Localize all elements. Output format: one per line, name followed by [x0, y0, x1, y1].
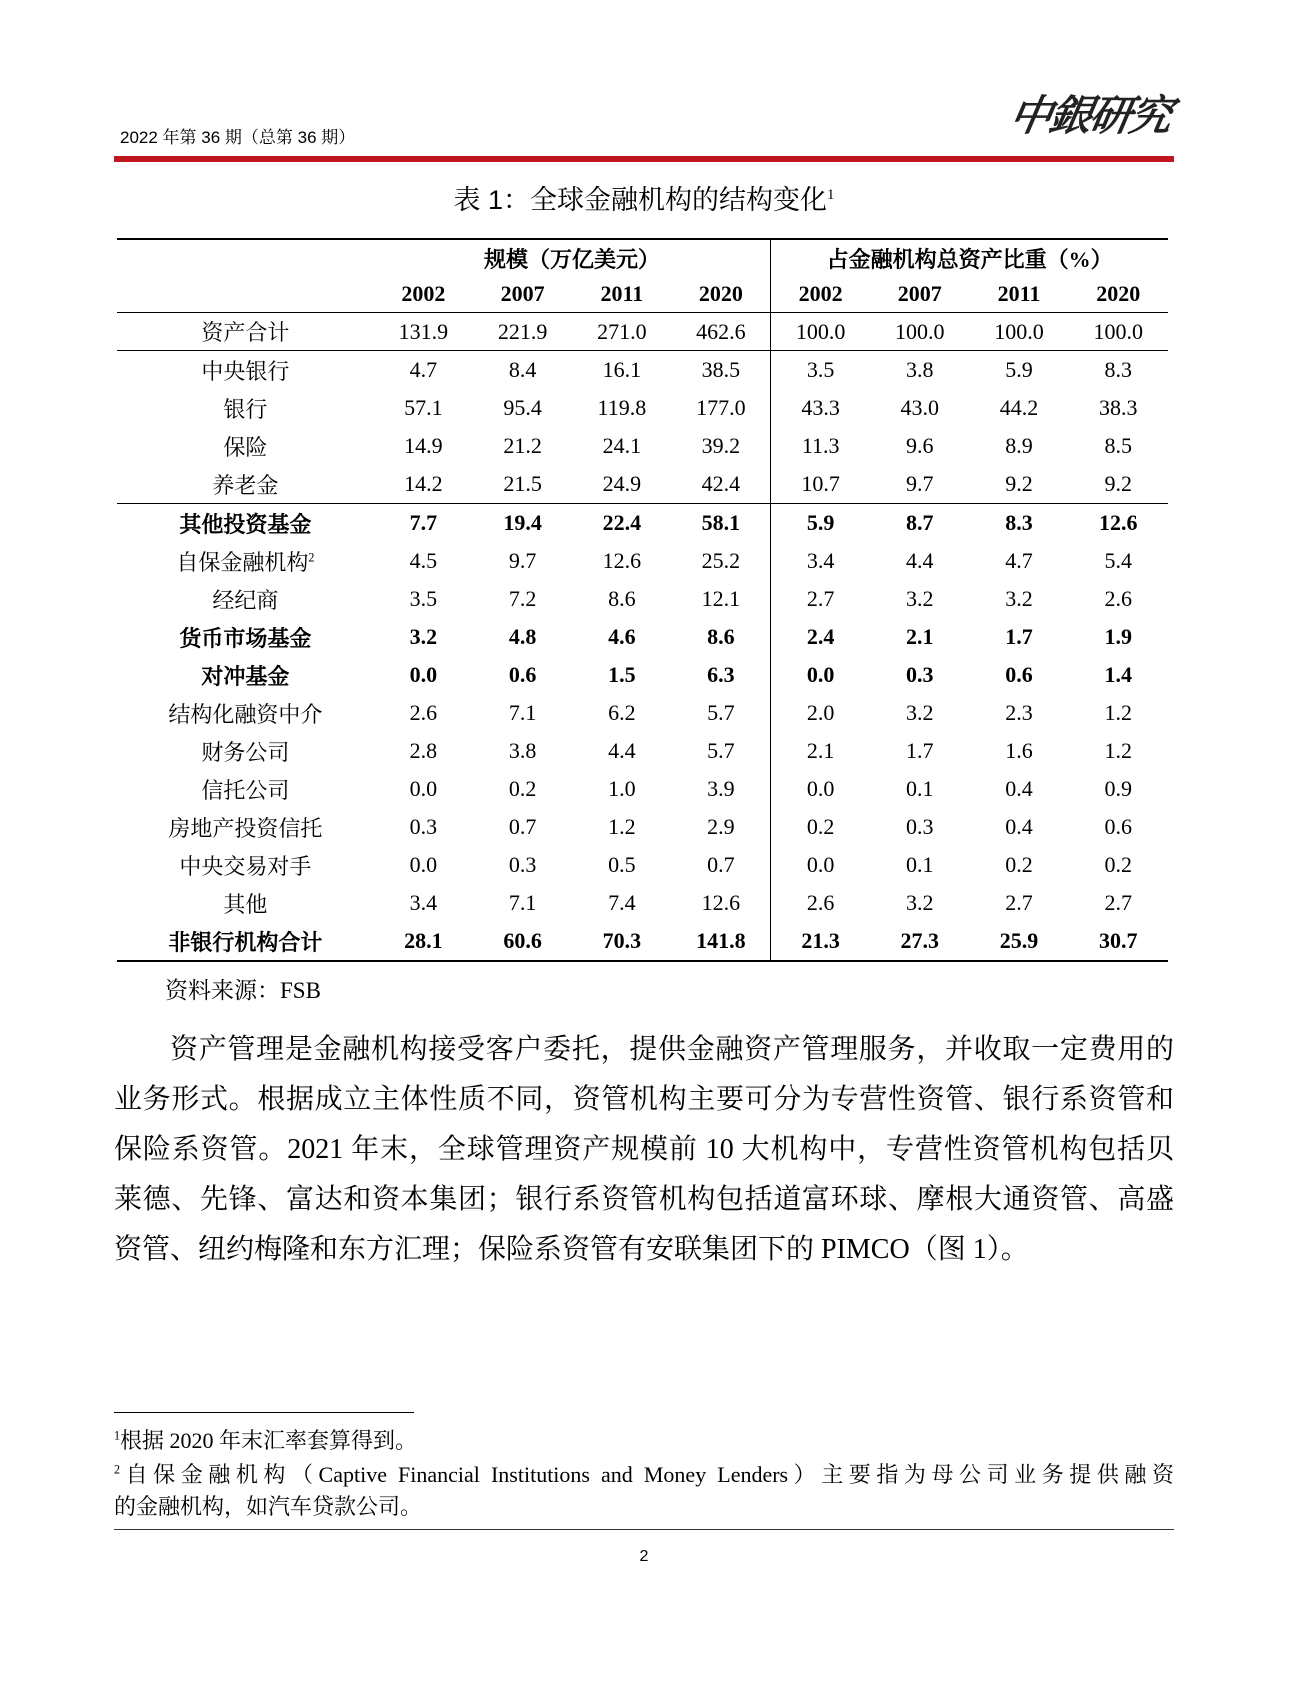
row-label: 房地产投资信托	[168, 815, 323, 841]
share-value-cell: 2.7	[1104, 890, 1133, 915]
share-value-cell: 0.2	[1104, 852, 1133, 877]
scale-value-cell: 1.2	[608, 814, 636, 839]
share-value-cell: 8.5	[1104, 433, 1133, 458]
scale-value-cell: 4.6	[608, 624, 636, 649]
row-label: 其他投资基金	[179, 511, 312, 537]
paragraph-line: 资产管理是金融机构接受客户委托，提供金融资产管理服务，并收取一定费用的	[170, 1034, 1174, 1065]
share-value-cell: 44.2	[999, 395, 1039, 420]
row-label: 货币市场基金	[179, 625, 312, 651]
scale-value-cell: 14.2	[374, 465, 473, 504]
financial-institutions-table	[117, 238, 1168, 962]
footnote-line	[114, 1425, 1174, 1457]
table-row	[117, 351, 1168, 390]
share-value-cell: 3.5	[771, 351, 870, 390]
scale-value-cell: 141.8	[672, 922, 771, 961]
row-label: 财务公司	[201, 739, 290, 765]
row-label: 其他	[223, 891, 268, 917]
share-value-cell: 3.8	[905, 357, 934, 382]
header-blank-cell	[117, 276, 374, 313]
share-value-cell: 0.3	[905, 814, 934, 839]
paragraph-line: 莱德、先锋、富达和资本集团；银行系资管机构包括道富环球、摩根大通资管、高盛	[114, 1184, 1174, 1215]
table-row	[117, 389, 1168, 427]
scale-value-cell: 177.0	[696, 395, 746, 420]
table-row	[117, 884, 1168, 922]
share-value-cell: 2.4	[771, 618, 870, 656]
share-value-cell: 27.3	[870, 922, 969, 961]
year-header: 2020	[1069, 276, 1168, 313]
scale-value-cell: 12.1	[701, 586, 741, 611]
share-value-cell: 12.6	[1099, 510, 1138, 535]
scale-value-cell: 3.5	[409, 586, 438, 611]
scale-value-cell: 4.5	[409, 548, 438, 573]
row-label: 经纪商	[212, 587, 279, 613]
brand-logo: 中銀研究	[1005, 91, 1175, 140]
scale-value-cell: 14.9	[404, 433, 443, 458]
share-value-cell: 1.9	[1104, 624, 1133, 649]
scale-value-cell: 16.1	[602, 357, 642, 382]
row-label: 结构化融资中介	[168, 701, 323, 727]
share-value-cell: 3.2	[905, 700, 934, 725]
scale-value-cell: 0.5	[608, 852, 636, 877]
scale-value-cell: 7.4	[608, 890, 636, 915]
row-label: 中央银行	[201, 358, 290, 384]
scale-value-cell: 5.7	[707, 700, 735, 725]
scale-value-cell: 7.1	[508, 890, 537, 915]
header-group-scale: 规模（万亿美元）	[374, 239, 771, 276]
table-row	[117, 580, 1168, 618]
share-value-cell: 0.1	[905, 776, 934, 801]
scale-value-cell: 95.4	[503, 395, 542, 420]
scale-value-cell: 4.8	[508, 624, 537, 649]
scale-value-cell: 21.2	[503, 433, 542, 458]
year-header: 2011	[572, 276, 671, 313]
footnote-mark: 2	[114, 1462, 121, 1477]
share-value-cell: 9.2	[1069, 465, 1168, 504]
year-header: 2007	[473, 276, 572, 313]
table-row	[117, 504, 1168, 543]
paragraph-line: 业务形式。根据成立主体性质不同，资管机构主要可分为专营性资管、银行系资管和	[114, 1084, 1174, 1115]
table-row	[117, 656, 1168, 694]
share-value-cell: 1.7	[1005, 624, 1033, 649]
table-title	[114, 182, 1174, 218]
scale-value-cell: 0.0	[409, 662, 438, 687]
body-paragraph	[114, 1025, 1174, 1275]
scale-value-cell: 9.7	[508, 548, 537, 573]
scale-value-cell: 7.2	[508, 586, 537, 611]
issue-label: 2022 年第 36 期（总第 36 期）	[120, 128, 356, 147]
scale-value-cell: 2.8	[409, 738, 438, 763]
year-header: 2020	[672, 276, 771, 313]
scale-value-cell: 3.4	[409, 890, 438, 915]
scale-value-cell: 28.1	[374, 922, 473, 961]
share-value-cell: 38.3	[1099, 395, 1138, 420]
row-label: 银行	[223, 396, 268, 422]
scale-value-cell: 6.2	[608, 700, 636, 725]
scale-value-cell: 7.1	[508, 700, 537, 725]
share-value-cell: 11.3	[771, 427, 870, 465]
share-value-cell: 0.0	[771, 846, 870, 884]
share-value-cell: 8.9	[1005, 433, 1033, 458]
share-value-cell: 2.6	[771, 884, 870, 922]
share-value-cell: 2.3	[1005, 700, 1033, 725]
row-label: 保险	[223, 434, 268, 460]
share-value-cell: 9.2	[969, 465, 1068, 504]
scale-value-cell: 25.2	[701, 548, 741, 573]
scale-value-cell: 7.7	[409, 510, 438, 535]
paragraph-line: 资管、纽约梅隆和东方汇理；保险系资管有安联集团下的 PIMCO（图 1）。	[114, 1234, 1029, 1265]
share-value-cell: 2.0	[771, 694, 870, 732]
share-value-cell: 2.7	[1005, 890, 1033, 915]
table-row	[117, 618, 1168, 656]
scale-value-cell: 1.5	[608, 662, 636, 687]
share-value-cell: 8.7	[905, 510, 934, 535]
row-label	[117, 542, 374, 580]
footer-rule	[114, 1529, 1174, 1530]
row-label: 对冲基金	[201, 663, 290, 689]
scale-value-cell: 5.7	[707, 738, 735, 763]
share-value-cell: 0.4	[1005, 814, 1033, 839]
footnote-text: 自保金融机构（Captive Financial Institutions and Money Lenders）主要指为母公司业务提供融资	[120, 1462, 1174, 1487]
row-label: 资产合计	[117, 313, 374, 351]
share-value-cell: 10.7	[771, 465, 870, 504]
share-value-cell: 8.3	[1104, 357, 1133, 382]
share-value-cell: 25.9	[969, 922, 1068, 961]
scale-value-cell: 8.6	[707, 624, 735, 649]
scale-value-cell: 24.9	[572, 465, 671, 504]
share-value-cell: 1.4	[1104, 662, 1133, 687]
share-value-cell: 2.6	[1104, 586, 1133, 611]
share-value-cell: 43.0	[900, 395, 939, 420]
scale-value-cell: 24.1	[602, 433, 642, 458]
share-value-cell: 3.2	[905, 586, 934, 611]
share-value-cell: 21.3	[771, 922, 870, 961]
scale-value-cell: 2.9	[707, 814, 735, 839]
table-row	[117, 313, 1168, 351]
scale-value-cell: 0.0	[409, 852, 438, 877]
scale-value-cell: 22.4	[602, 510, 642, 535]
scale-value-cell: 12.6	[602, 548, 642, 573]
share-value-cell: 2.1	[905, 624, 934, 649]
scale-value-cell: 19.4	[503, 510, 542, 535]
footnote-line	[114, 1459, 1174, 1491]
table-row	[117, 770, 1168, 808]
footnote-ref: 2	[308, 550, 315, 565]
paragraph-line: 保险系资管。2021 年末，全球管理资产规模前 10 大机构中，专营性资管机构包括贝	[114, 1134, 1174, 1165]
scale-value-cell: 462.6	[672, 313, 771, 351]
scale-value-cell: 0.7	[707, 852, 735, 877]
share-value-cell: 2.7	[771, 580, 870, 618]
share-value-cell: 5.4	[1104, 548, 1133, 573]
share-value-cell: 3.4	[771, 542, 870, 580]
share-value-cell: 3.2	[1005, 586, 1033, 611]
share-value-cell: 1.6	[1005, 738, 1033, 763]
row-label: 养老金	[117, 465, 374, 504]
share-value-cell: 100.0	[969, 313, 1068, 351]
scale-value-cell: 0.2	[508, 776, 537, 801]
share-value-cell: 5.9	[1005, 357, 1033, 382]
scale-value-cell: 0.0	[409, 776, 438, 801]
share-value-cell: 0.4	[1005, 776, 1033, 801]
header-group-share: 占金融机构总资产比重（%）	[771, 239, 1168, 276]
share-value-cell: 0.0	[771, 656, 870, 694]
share-value-cell: 8.3	[1005, 510, 1033, 535]
scale-value-cell: 21.5	[473, 465, 572, 504]
scale-value-cell: 221.9	[473, 313, 572, 351]
share-value-cell: 1.7	[905, 738, 934, 763]
scale-value-cell: 2.6	[409, 700, 438, 725]
row-label: 中央交易对手	[179, 853, 312, 879]
share-value-cell: 100.0	[771, 313, 870, 351]
scale-value-cell: 4.4	[608, 738, 636, 763]
footnote-text: 根据 2020 年末汇率套算得到。	[120, 1428, 418, 1453]
share-value-cell: 43.3	[771, 389, 870, 427]
table-source-note: 资料来源：FSB	[165, 978, 321, 1003]
share-value-cell: 0.1	[905, 852, 934, 877]
scale-value-cell: 3.9	[707, 776, 735, 801]
scale-value-cell: 12.6	[701, 890, 741, 915]
year-header: 2011	[969, 276, 1068, 313]
scale-value-cell: 57.1	[404, 395, 443, 420]
share-value-cell: 4.4	[905, 548, 934, 573]
share-value-cell: 1.2	[1104, 700, 1133, 725]
share-value-cell: 4.7	[1005, 548, 1033, 573]
row-label-text: 自保金融机构	[176, 549, 309, 575]
scale-value-cell: 42.4	[672, 465, 771, 504]
scale-value-cell: 38.5	[701, 357, 741, 382]
share-value-cell: 0.2	[1005, 852, 1033, 877]
table-row	[117, 808, 1168, 846]
header-blank-cell	[117, 239, 374, 276]
share-value-cell: 0.2	[771, 808, 870, 846]
scale-value-cell: 8.6	[608, 586, 636, 611]
scale-value-cell: 3.8	[508, 738, 537, 763]
footnote-1	[114, 1425, 1174, 1457]
share-value-cell: 100.0	[870, 313, 969, 351]
scale-value-cell: 70.3	[572, 922, 671, 961]
table-row	[117, 846, 1168, 884]
row-label: 信托公司	[201, 777, 290, 803]
share-value-cell: 3.2	[905, 890, 934, 915]
year-header: 2002	[771, 276, 870, 313]
share-value-cell: 0.3	[905, 662, 934, 687]
table-row	[117, 542, 1168, 580]
share-value-cell: 2.1	[771, 732, 870, 770]
share-value-cell: 100.0	[1069, 313, 1168, 351]
share-value-cell: 0.0	[771, 770, 870, 808]
scale-value-cell: 119.8	[597, 395, 647, 420]
table-row	[117, 732, 1168, 770]
share-value-cell: 9.7	[870, 465, 969, 504]
scale-value-cell: 0.3	[508, 852, 537, 877]
share-value-cell: 0.9	[1104, 776, 1133, 801]
year-header: 2007	[870, 276, 969, 313]
share-value-cell: 1.2	[1104, 738, 1133, 763]
year-header: 2002	[374, 276, 473, 313]
share-value-cell: 0.6	[1104, 814, 1133, 839]
scale-value-cell: 1.0	[608, 776, 636, 801]
table-row	[117, 465, 1168, 504]
table-row	[117, 694, 1168, 732]
footnote-2	[114, 1459, 1174, 1523]
scale-value-cell: 6.3	[707, 662, 735, 687]
scale-value-cell: 4.7	[409, 357, 438, 382]
scale-value-cell: 271.0	[572, 313, 671, 351]
share-value-cell: 5.9	[771, 504, 870, 543]
footnote-line: 的金融机构，如汽车贷款公司。	[114, 1494, 423, 1519]
share-value-cell: 30.7	[1069, 922, 1168, 961]
table-title-text: 表 1：全球金融机构的结构变化	[453, 185, 828, 215]
scale-value-cell: 0.6	[508, 662, 537, 687]
footnote-mark: 1	[114, 1428, 121, 1443]
scale-value-cell: 0.3	[409, 814, 438, 839]
table-group-header-row	[117, 239, 1168, 276]
row-label: 非银行机构合计	[117, 922, 374, 961]
table-row	[117, 922, 1168, 961]
scale-value-cell: 60.6	[473, 922, 572, 961]
header-rule	[114, 156, 1174, 162]
scale-value-cell: 8.4	[508, 357, 537, 382]
scale-value-cell: 58.1	[701, 510, 741, 535]
table-year-header-row	[117, 276, 1168, 313]
table-row	[117, 427, 1168, 465]
scale-value-cell: 131.9	[374, 313, 473, 351]
scale-value-cell: 0.7	[508, 814, 537, 839]
page-number: 2	[639, 1548, 649, 1565]
scale-value-cell: 3.2	[409, 624, 438, 649]
footnote-separator	[114, 1412, 414, 1413]
footnote-ref: 1	[827, 187, 835, 203]
scale-value-cell: 39.2	[701, 433, 741, 458]
share-value-cell: 0.6	[1005, 662, 1033, 687]
share-value-cell: 9.6	[905, 433, 934, 458]
